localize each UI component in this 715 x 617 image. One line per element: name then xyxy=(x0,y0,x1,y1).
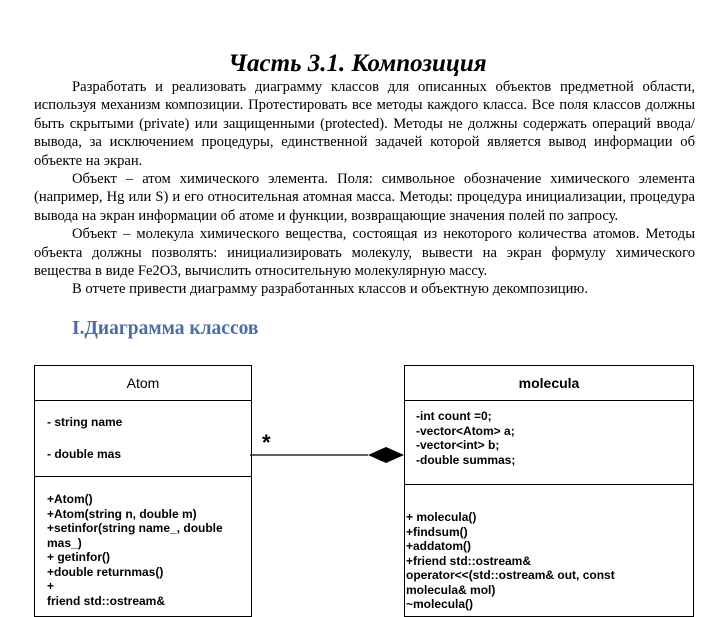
paragraph-task: Разработать и реализовать диаграмму классов для описанных объектов предметной области, используя механизм композиции. Протестировать все методы каждого класса. Все поля классов должны быть скрытыми (private) или защищенными (protected). Методы не должны содержать операций ввода/вывода, за исключением процедуры, единственной задачей которой является вывод информации об объекте на экран. xyxy=(34,79,695,169)
atom-class-name: Atom xyxy=(35,366,251,401)
molecula-method: +findsum() xyxy=(406,524,468,539)
atom-fields xyxy=(35,401,251,477)
molecula-class-box xyxy=(404,365,694,617)
molecula-field: -vector<Atom> a; xyxy=(416,423,515,438)
atom-method: +Atom() xyxy=(47,492,93,506)
paragraph-molecule: Объект – молекула химического вещества, состоящая из некоторого количества атомов. Методы объекта должны позволять: инициализировать молекулу, вывести на экран формулу химического вещества в виде Fe2O3, вычислить относительную молекулярную массу. xyxy=(34,226,695,280)
atom-class-box xyxy=(34,365,252,617)
atom-method: +double returnmas() xyxy=(47,564,164,579)
atom-method: + xyxy=(47,579,55,593)
molecula-method: molecula& mol) xyxy=(406,582,496,597)
assignment-text xyxy=(34,78,695,299)
molecula-method: + molecula() xyxy=(406,510,477,524)
class-diagram-heading: I.Диаграмма классов xyxy=(72,318,259,339)
section-title: Часть 3.1. Композиция xyxy=(228,50,487,77)
composition-association xyxy=(250,430,406,480)
molecula-method: operator<<(std::ostream& out, const xyxy=(406,568,615,582)
molecula-field: -double summas; xyxy=(416,452,516,467)
molecula-fields xyxy=(405,401,693,485)
multiplicity-label: * xyxy=(262,430,271,455)
molecula-method: ~molecula() xyxy=(406,597,474,611)
molecula-field: -vector<int> b; xyxy=(416,438,500,452)
atom-methods xyxy=(35,477,251,608)
molecula-method: +friend std::ostream& xyxy=(406,553,532,568)
molecula-field: -int count =0; xyxy=(416,409,492,423)
atom-field-name: - string name xyxy=(47,415,123,429)
atom-method: +setinfor(string name_, double xyxy=(47,521,223,535)
molecula-class-name: molecula xyxy=(405,366,693,401)
molecula-method: +addatom() xyxy=(406,539,472,553)
atom-method: mas_) xyxy=(47,535,82,550)
paragraph-atom: Объект – атом химического элемента. Поля: символьное обозначение химического элемента (например, Hg или S) и его относительная атомная масса. Методы: процедура инициализации, процедура вывода на экран информации об атоме и функции, возвращающие значения полей по запросу. xyxy=(34,171,695,224)
composition-diamond-icon xyxy=(368,447,404,463)
atom-method: + getinfor() xyxy=(47,550,110,564)
atom-method: +Atom(string n, double m) xyxy=(47,506,197,521)
molecula-methods xyxy=(405,485,693,612)
atom-field-mas: - double mas xyxy=(47,447,122,461)
paragraph-report: В отчете привести диаграмму разработанных классов и объектную декомпозицию. xyxy=(72,281,588,298)
atom-method: friend std::ostream& xyxy=(47,593,166,608)
